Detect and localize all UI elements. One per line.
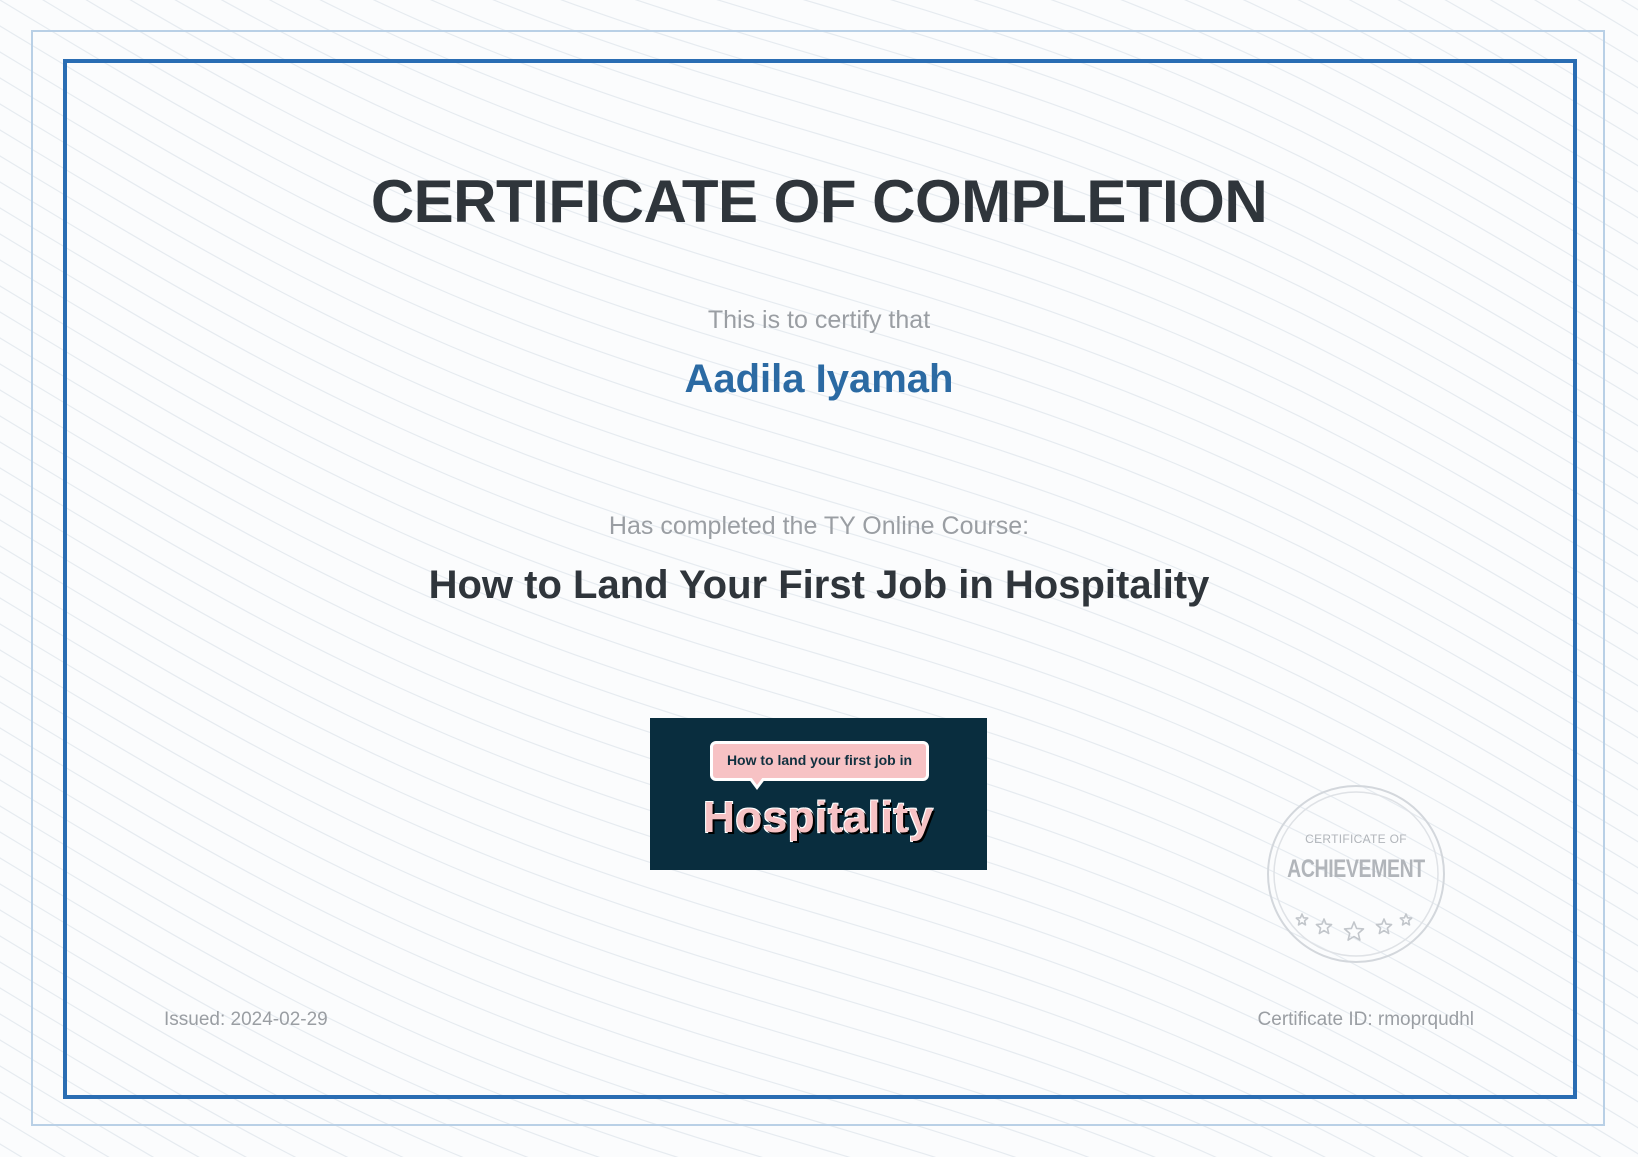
completed-text: Has completed the TY Online Course: (608, 512, 1030, 540)
certificate-id: Certificate ID: rmoprqudhl (1257, 1009, 1474, 1030)
issued-date: Issued: 2024-02-29 (164, 1009, 328, 1030)
badge-bubble-tail-inner (751, 777, 763, 785)
recipient-name: Aadila Iyamah (684, 357, 954, 401)
seal-star-icon (1316, 919, 1331, 934)
course-badge-image (650, 718, 987, 870)
seal-star-icon (1345, 922, 1364, 940)
seal-top-text: CERTIFICATE OF (1305, 832, 1407, 846)
badge-word: Hospitality (703, 793, 934, 842)
seal-star-icon (1400, 914, 1411, 925)
course-title: How to Land Your First Job in Hospitality (428, 563, 1210, 607)
seal-main-text: ACHIEVEMENT (1287, 855, 1425, 883)
certificate-title: CERTIFICATE OF COMPLETION (370, 168, 1268, 235)
seal-star-icon (1376, 919, 1391, 934)
achievement-seal (1266, 784, 1446, 964)
badge-speech-bubble: How to land your first job in (710, 741, 929, 781)
certify-text: This is to certify that (707, 306, 931, 334)
seal-star-icon (1296, 914, 1307, 925)
